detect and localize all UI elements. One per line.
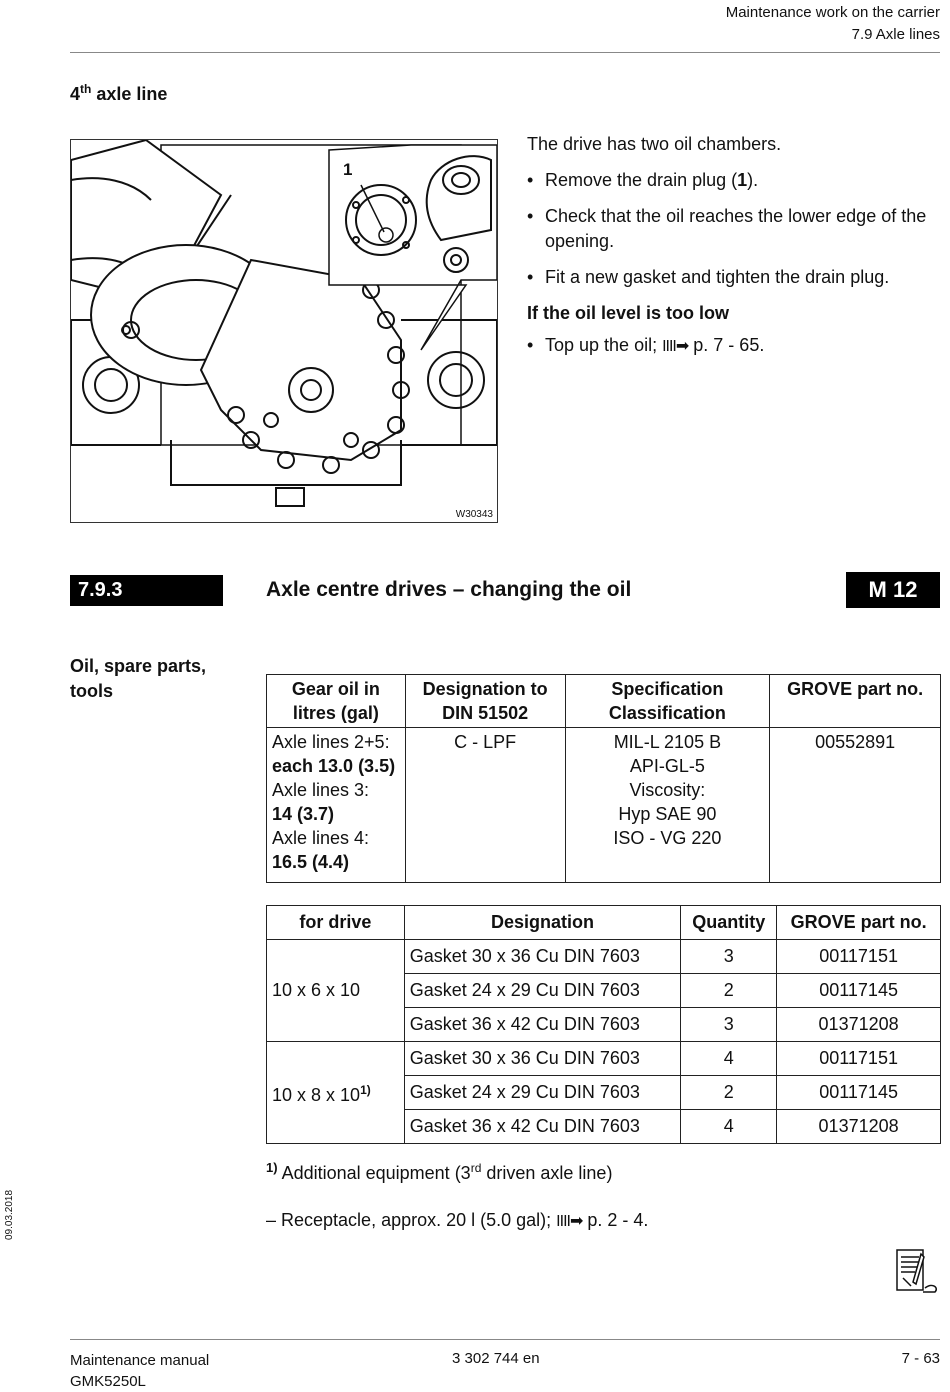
spare-parts-table — [266, 905, 941, 1144]
page-header — [726, 2, 940, 46]
low-oil-heading: If the oil level is too low — [527, 303, 730, 323]
page-reference-arrow-icon: IIII➡ — [556, 1213, 583, 1230]
drive-cell — [267, 940, 405, 1042]
quantity-cell: 2 — [681, 1076, 777, 1110]
col-part-no: GROVE part no. — [770, 675, 941, 728]
drive-cell — [267, 1042, 405, 1144]
footer-manual-title: Maintenance manual — [70, 1352, 210, 1369]
figure-id: W30343 — [455, 509, 493, 520]
side-label: Oil, spare parts, tools — [70, 656, 207, 701]
list-item — [527, 168, 942, 193]
amount-value: 14 (3.7) — [272, 804, 335, 824]
table-footnote — [266, 1160, 612, 1184]
spec-line: Viscosity: — [629, 780, 706, 800]
side-date: 09.03.2018 — [4, 1189, 15, 1240]
axle-heading-sup: th — [80, 82, 92, 96]
col-gear-oil: Gear oil in litres (gal) — [267, 675, 406, 728]
part-no-cell: 00552891 — [770, 728, 941, 883]
page-reference-link[interactable]: p. 7 - 65. — [688, 335, 765, 355]
part-no-cell: 01371208 — [777, 1110, 941, 1144]
spec-line: Hyp SAE 90 — [618, 804, 717, 824]
instruction-list — [527, 168, 942, 290]
axle-drive-illustration — [70, 139, 498, 523]
designation-cell: Gasket 24 x 29 Cu DIN 7603 — [404, 1076, 681, 1110]
part-no-cell: 00117145 — [777, 1076, 941, 1110]
axle-heading-text: axle line — [91, 84, 168, 104]
header-rule — [70, 52, 940, 53]
table-row — [267, 1042, 941, 1076]
receptacle-line — [266, 1210, 648, 1231]
amount-value: each 13.0 (3.5) — [272, 756, 396, 776]
receptacle-text: – Receptacle, approx. 20 l (5.0 gal); — [266, 1210, 557, 1230]
designation-cell: C - LPF — [405, 728, 565, 883]
oil-check-instructions — [527, 132, 942, 370]
specification-cell — [565, 728, 770, 883]
designation-cell: Gasket 36 x 42 Cu DIN 7603 — [404, 1110, 681, 1144]
bullet-text: Remove the drain plug ( — [545, 170, 738, 190]
footer-rule — [70, 1339, 940, 1340]
page-reference-link[interactable]: p. 2 - 4. — [582, 1210, 649, 1230]
col-part-no: GROVE part no. — [777, 906, 941, 940]
footnote-text-end: driven axle line) — [481, 1163, 613, 1183]
maintenance-interval-badge: M 12 — [846, 572, 940, 608]
footnote-ref: 1) — [360, 1082, 371, 1097]
footnote-sup: rd — [470, 1161, 482, 1175]
col-designation: Designation to DIN 51502 — [405, 675, 565, 728]
list-item: • Fit a new gasket and tighten the drain plug. — [527, 265, 942, 290]
oil-amounts-cell — [267, 728, 406, 883]
axle-heading-number: 4 — [70, 84, 81, 104]
part-no-cell: 00117145 — [777, 974, 941, 1008]
quantity-cell: 2 — [681, 974, 777, 1008]
table-row — [267, 728, 941, 883]
header-section: 7.9 Axle lines — [851, 26, 940, 43]
axle-line-heading — [70, 82, 167, 105]
amount-label: Axle lines 3: — [272, 780, 370, 800]
bullet-callout-ref: 1 — [737, 170, 748, 190]
footnote-mark: 1) — [266, 1160, 278, 1175]
section-title: Axle centre drives – changing the oil — [266, 578, 632, 601]
amount-value: 16.5 (4.4) — [272, 852, 350, 872]
header-chapter: Maintenance work on the carrier — [725, 4, 940, 21]
bullet-text-end: ). — [747, 170, 759, 190]
bullet-text: Top up the oil; — [545, 335, 663, 355]
table-row — [267, 940, 941, 974]
list-item — [527, 333, 942, 359]
quantity-cell: 3 — [681, 1008, 777, 1042]
col-quantity: Quantity — [681, 906, 777, 940]
page-reference-arrow-icon: IIII➡ — [662, 338, 689, 355]
quantity-cell: 4 — [681, 1042, 777, 1076]
spec-line: API-GL-5 — [629, 756, 705, 776]
table-header-row — [267, 675, 941, 728]
quantity-cell: 4 — [681, 1110, 777, 1144]
part-no-cell: 00117151 — [777, 1042, 941, 1076]
low-oil-list — [527, 333, 942, 359]
col-drive: for drive — [267, 906, 405, 940]
table-header-row — [267, 906, 941, 940]
drive-value: 10 x 8 x 10 — [272, 1084, 361, 1105]
amount-label: Axle lines 4: — [272, 828, 370, 848]
section-number: 7.9.3 — [70, 575, 223, 606]
part-no-cell: 01371208 — [777, 1008, 941, 1042]
designation-cell: Gasket 36 x 42 Cu DIN 7603 — [404, 1008, 681, 1042]
footer-page-number: 7 - 63 — [901, 1350, 940, 1367]
figure-callout-1: 1 — [343, 160, 353, 179]
designation-cell: Gasket 30 x 36 Cu DIN 7603 — [404, 940, 681, 974]
spec-line: MIL-L 2105 B — [613, 732, 722, 752]
col-specification: Specification Classification — [565, 675, 770, 728]
drive-value: 10 x 6 x 10 — [272, 980, 361, 1000]
col-designation: Designation — [404, 906, 681, 940]
part-no-cell: 00117151 — [777, 940, 941, 974]
quantity-cell: 3 — [681, 940, 777, 974]
spec-line: ISO - VG 220 — [613, 828, 722, 848]
footnote-text: Additional equipment (3 — [277, 1163, 471, 1183]
footer-model: GMK5250L — [70, 1373, 146, 1390]
amount-label: Axle lines 2+5: — [272, 732, 390, 752]
oil-table — [266, 674, 941, 883]
list-item: • Check that the oil reaches the lower edge of the opening. — [527, 204, 942, 254]
manual-reference-icon — [895, 1248, 939, 1296]
footer-document-number: 3 302 744 en — [452, 1350, 540, 1367]
intro-text: The drive has two oil chambers. — [527, 134, 782, 154]
designation-cell: Gasket 30 x 36 Cu DIN 7603 — [404, 1042, 681, 1076]
designation-cell: Gasket 24 x 29 Cu DIN 7603 — [404, 974, 681, 1008]
